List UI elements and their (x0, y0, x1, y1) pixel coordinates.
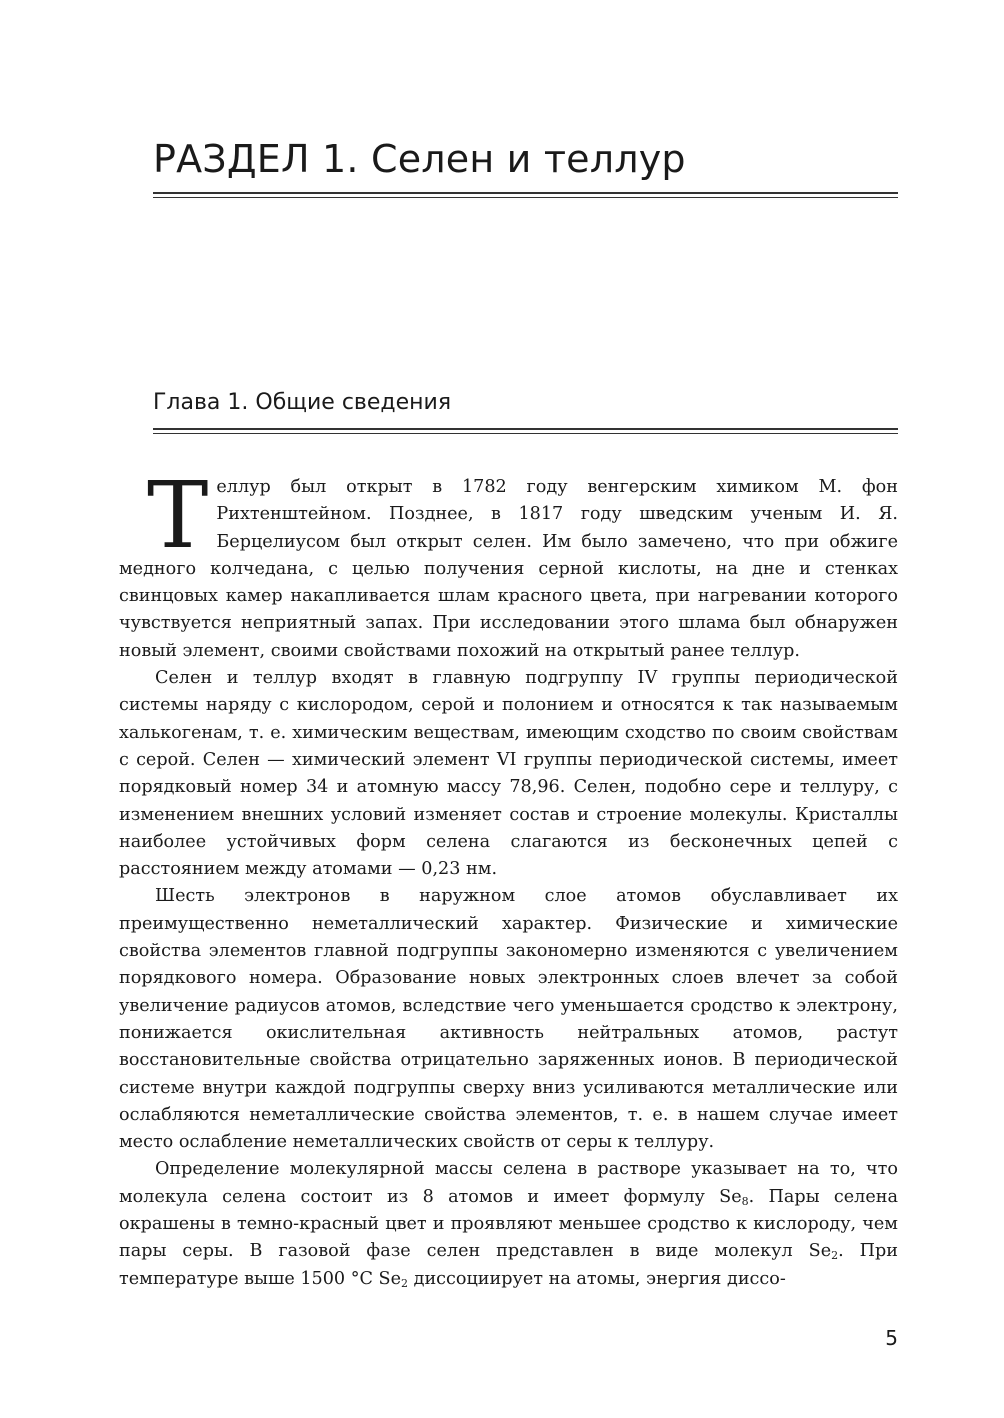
paragraph-2: Селен и теллур входят в главную подгруппу IV группы периодической системы наряду с кислородом, серой и полонием и относятся к так называемым халькогенам, т. е. химическим веществам, имеющим сходство по своим свойствам с серой. Селен — химический элемент VI группы периодической системы, имеет порядковый номер 34 и атомную массу 78,96. Селен, подобно сере и теллуру, с изменением внешних условий изменяет состав и строение молекулы. Кристаллы наиболее устойчивых форм селена слагаются из бесконечных цепей с расстоянием между атомами — 0,23 нм. (119, 668, 898, 880)
paragraph-3: Шесть электронов в наружном слое атомов обуславливает их преимущественно неметаллический характер. Физические и химические свойства элементов главной подгруппы закономерно изменяются с увеличением порядкового номера. Образование новых электронных слоев влечет за собой увеличение радиусов атомов, вследствие чего уменьшается сродство к электрону, понижается окислительная активность нейтральных атомов, растут восстановительные свойства отрицательно заряженных ионов. В периодической системе внутри каждой подгруппы сверху вниз усиливаются металлические или ослабляются неметаллические свойства элементов, т. е. в нашем случае имеет место ослабление неметаллических свойств от серы к теллуру. (119, 886, 898, 1153)
subscript-2b: 2 (401, 1276, 409, 1290)
body-text (119, 462, 898, 1293)
paragraph-1-text: еллур был открыт в 1782 году венгерским химиком М. фон Рихтенштейном. Позднее, в 1817 году шведским ученым И. Я. Берцелиусом был открыт селен. Им было замечено, что при обжиге медного колчедана, с целью получения серной кислоты, на дне и стенках свинцовых камер накапливается шлам красного цвета, при нагревании которого чувствуется неприятный запах. При исследовании этого шлама был обнаружен новый элемент, своими свойствами похожий на открытый ранее теллур. (119, 477, 898, 661)
paragraph-4-part-c: . При температуре выше 1500 °C Se (119, 1241, 898, 1289)
paragraph-4-part-a: Определение молекулярной массы селена в растворе указывает на то, что молекула селена состоит из 8 атомов и имеет формулу Se (119, 1159, 898, 1207)
section-title-rule (153, 192, 898, 198)
paragraph-4 (119, 1156, 898, 1292)
subscript-8: 8 (741, 1194, 749, 1208)
paragraph-4-part-d: диссоциирует на атомы, энергия диссо- (408, 1268, 786, 1289)
paragraph-1 (119, 462, 898, 665)
page-number: 5 (885, 1326, 898, 1350)
chapter-title-rule (153, 428, 898, 434)
chapter-title: Глава 1. Общие сведения (153, 390, 452, 415)
paragraph-4-part-b: . Пары селена окрашены в темно-красный цвет и проявляют меньшее сродство к кислороду, чем пары серы. В газовой фазе селен представлен в виде молекул Se (119, 1186, 898, 1262)
section-title: РАЗДЕЛ 1. Селен и теллур (153, 137, 686, 181)
subscript-2: 2 (831, 1249, 839, 1263)
drop-cap: Т (147, 462, 209, 569)
